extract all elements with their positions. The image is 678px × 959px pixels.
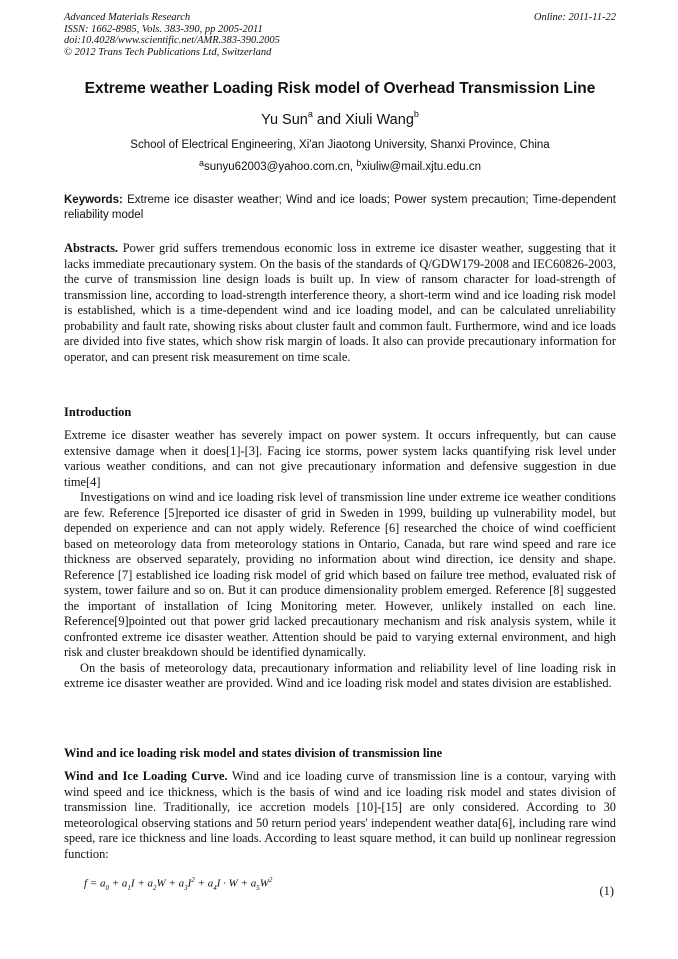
issn-line: ISSN: 1662-8985, Vols. 383-390, pp 2005-2011 xyxy=(64,23,263,35)
section-2-heading: Wind and ice loading risk model and states division of transmission line xyxy=(64,746,443,760)
author-emails xyxy=(64,158,616,173)
email-2[interactable]: xiuliw@mail.xjtu.edu.cn xyxy=(361,161,482,173)
author-2-affil-mark: b xyxy=(413,109,419,119)
abstract xyxy=(64,241,616,365)
email-1-mark: a xyxy=(198,158,204,168)
abstract-text: Power grid suffers tremendous economic loss in extreme ice disaster weather, suggesting that it lacks immediate precautionary system. On the basis of the standards of Q/GDW179-2008 and IEC60826-2003, the curve of transmission line design loads is built up. In view of ransom character for load-strength of transmission line, according to load-strength interference theory, a short-term wind and ice loading risk model is established, which is a time-dependent wind and ice loading model, and can be calculated unreliability probability and fault rate, showing risks about cluster fault and common fault. Furthermore, wind and ice loads are divided into five states, which show risk margin of loads. It also can provide precautionary information for operator, and can present risk measurement on time scale. xyxy=(64,241,616,364)
author-line xyxy=(64,109,616,128)
introduction-heading: Introduction xyxy=(64,405,132,419)
section-2-paragraph xyxy=(64,769,616,862)
author-conjunction: and xyxy=(312,112,346,128)
introduction-body xyxy=(64,428,616,692)
author-1-affil-mark: a xyxy=(307,109,313,119)
keywords-label: Keywords: xyxy=(64,194,123,206)
author-2: Xiuli Wang xyxy=(345,112,414,128)
intro-paragraph-2: Investigations on wind and ice loading risk level of transmission line under extreme ice weather conditions are few. Reference [5]reported ice disaster of grid in Sweden in 1999, building up vulnerability model, but depended on experience and can not apply widely. Reference [6] researched the choice of wind coefficient based on meteorology data from meteorology stations in Ontario, Canada, but rare wind speed and rare ice thickness are observed separately, providing no information about wind direction, ice density and shape. Reference [7] established ice loading risk model of grid which based on failure tree method, evaluated risk of system, tower failure and so on. But it can produce dimensionality problem emerged. Reference [8] suggested the important of installation of Icing Monitoring meter. However, unlikely installed on each line. Reference[9]pointed out that power grid lacked precautionary mechanism and risk analysis system, while it confronted extreme ice disaster weather. Attention should be paid to varying external environment, and high risk and cluster breakdown should be identified dynamically. xyxy=(64,490,616,659)
equation-number: (1) xyxy=(599,884,614,898)
journal-header xyxy=(64,12,616,58)
email-2-mark: b xyxy=(356,158,362,168)
intro-paragraph-1: Extreme ice disaster weather has severely impact on power system. It occurs infrequently, but can cause extensive damage when it does[1]-[3]. Facing ice storms, power system lacks quantifying risk level under various weather conditions, and can not give precautionary information and defensive suggestion in due time[4] xyxy=(64,428,616,489)
subsection-text: Wind and ice loading curve of transmission line is a contour, varying with wind speed and ice thickness, which is the basis of wind and ice loading risk model and states division of transmission line. Traditionally, ice accretion models [10]-[15] are only considered. According to 30 meteorological observing stations and 50 return period years' independent weather data[6], including rare wind speed, rare ice thickness and line loads. According to least square method, it can build up nonlinear regression function: xyxy=(64,769,616,861)
copyright-line: © 2012 Trans Tech Publications Ltd, Switzerland xyxy=(64,46,272,58)
email-1[interactable]: sunyu62003@yahoo.com.cn, xyxy=(203,161,357,173)
keywords xyxy=(64,193,616,222)
journal-name: Advanced Materials Research xyxy=(64,12,191,23)
intro-paragraph-3: On the basis of meteorology data, precautionary information and reliability level of line loading risk in extreme ice disaster weather are provided. Wind and ice loading risk model and states division are established. xyxy=(64,660,616,690)
subsection-label: Wind and Ice Loading Curve. xyxy=(64,769,228,783)
author-1: Yu Sun xyxy=(261,112,308,128)
doi-line[interactable]: doi:10.4028/www.scientific.net/AMR.383-390.2005 xyxy=(64,35,280,46)
online-date: Online: 2011-11-22 xyxy=(533,12,616,23)
paper-title: Extreme weather Loading Risk model of Overhead Transmission Line xyxy=(84,80,596,97)
abstract-label: Abstracts. xyxy=(64,241,119,255)
equation-1: $f = a_0 + a_1I + a_2W + a_3I^2 + a_4I \cdot W + a_5W^2$ xyxy=(84,876,273,892)
keywords-text: Extreme ice disaster weather; Wind and ice loads; Power system precaution; Time-dependent reliability model xyxy=(64,194,616,221)
affiliation: School of Electrical Engineering, Xi'an Jiaotong University, Shanxi Province, China xyxy=(130,139,550,151)
